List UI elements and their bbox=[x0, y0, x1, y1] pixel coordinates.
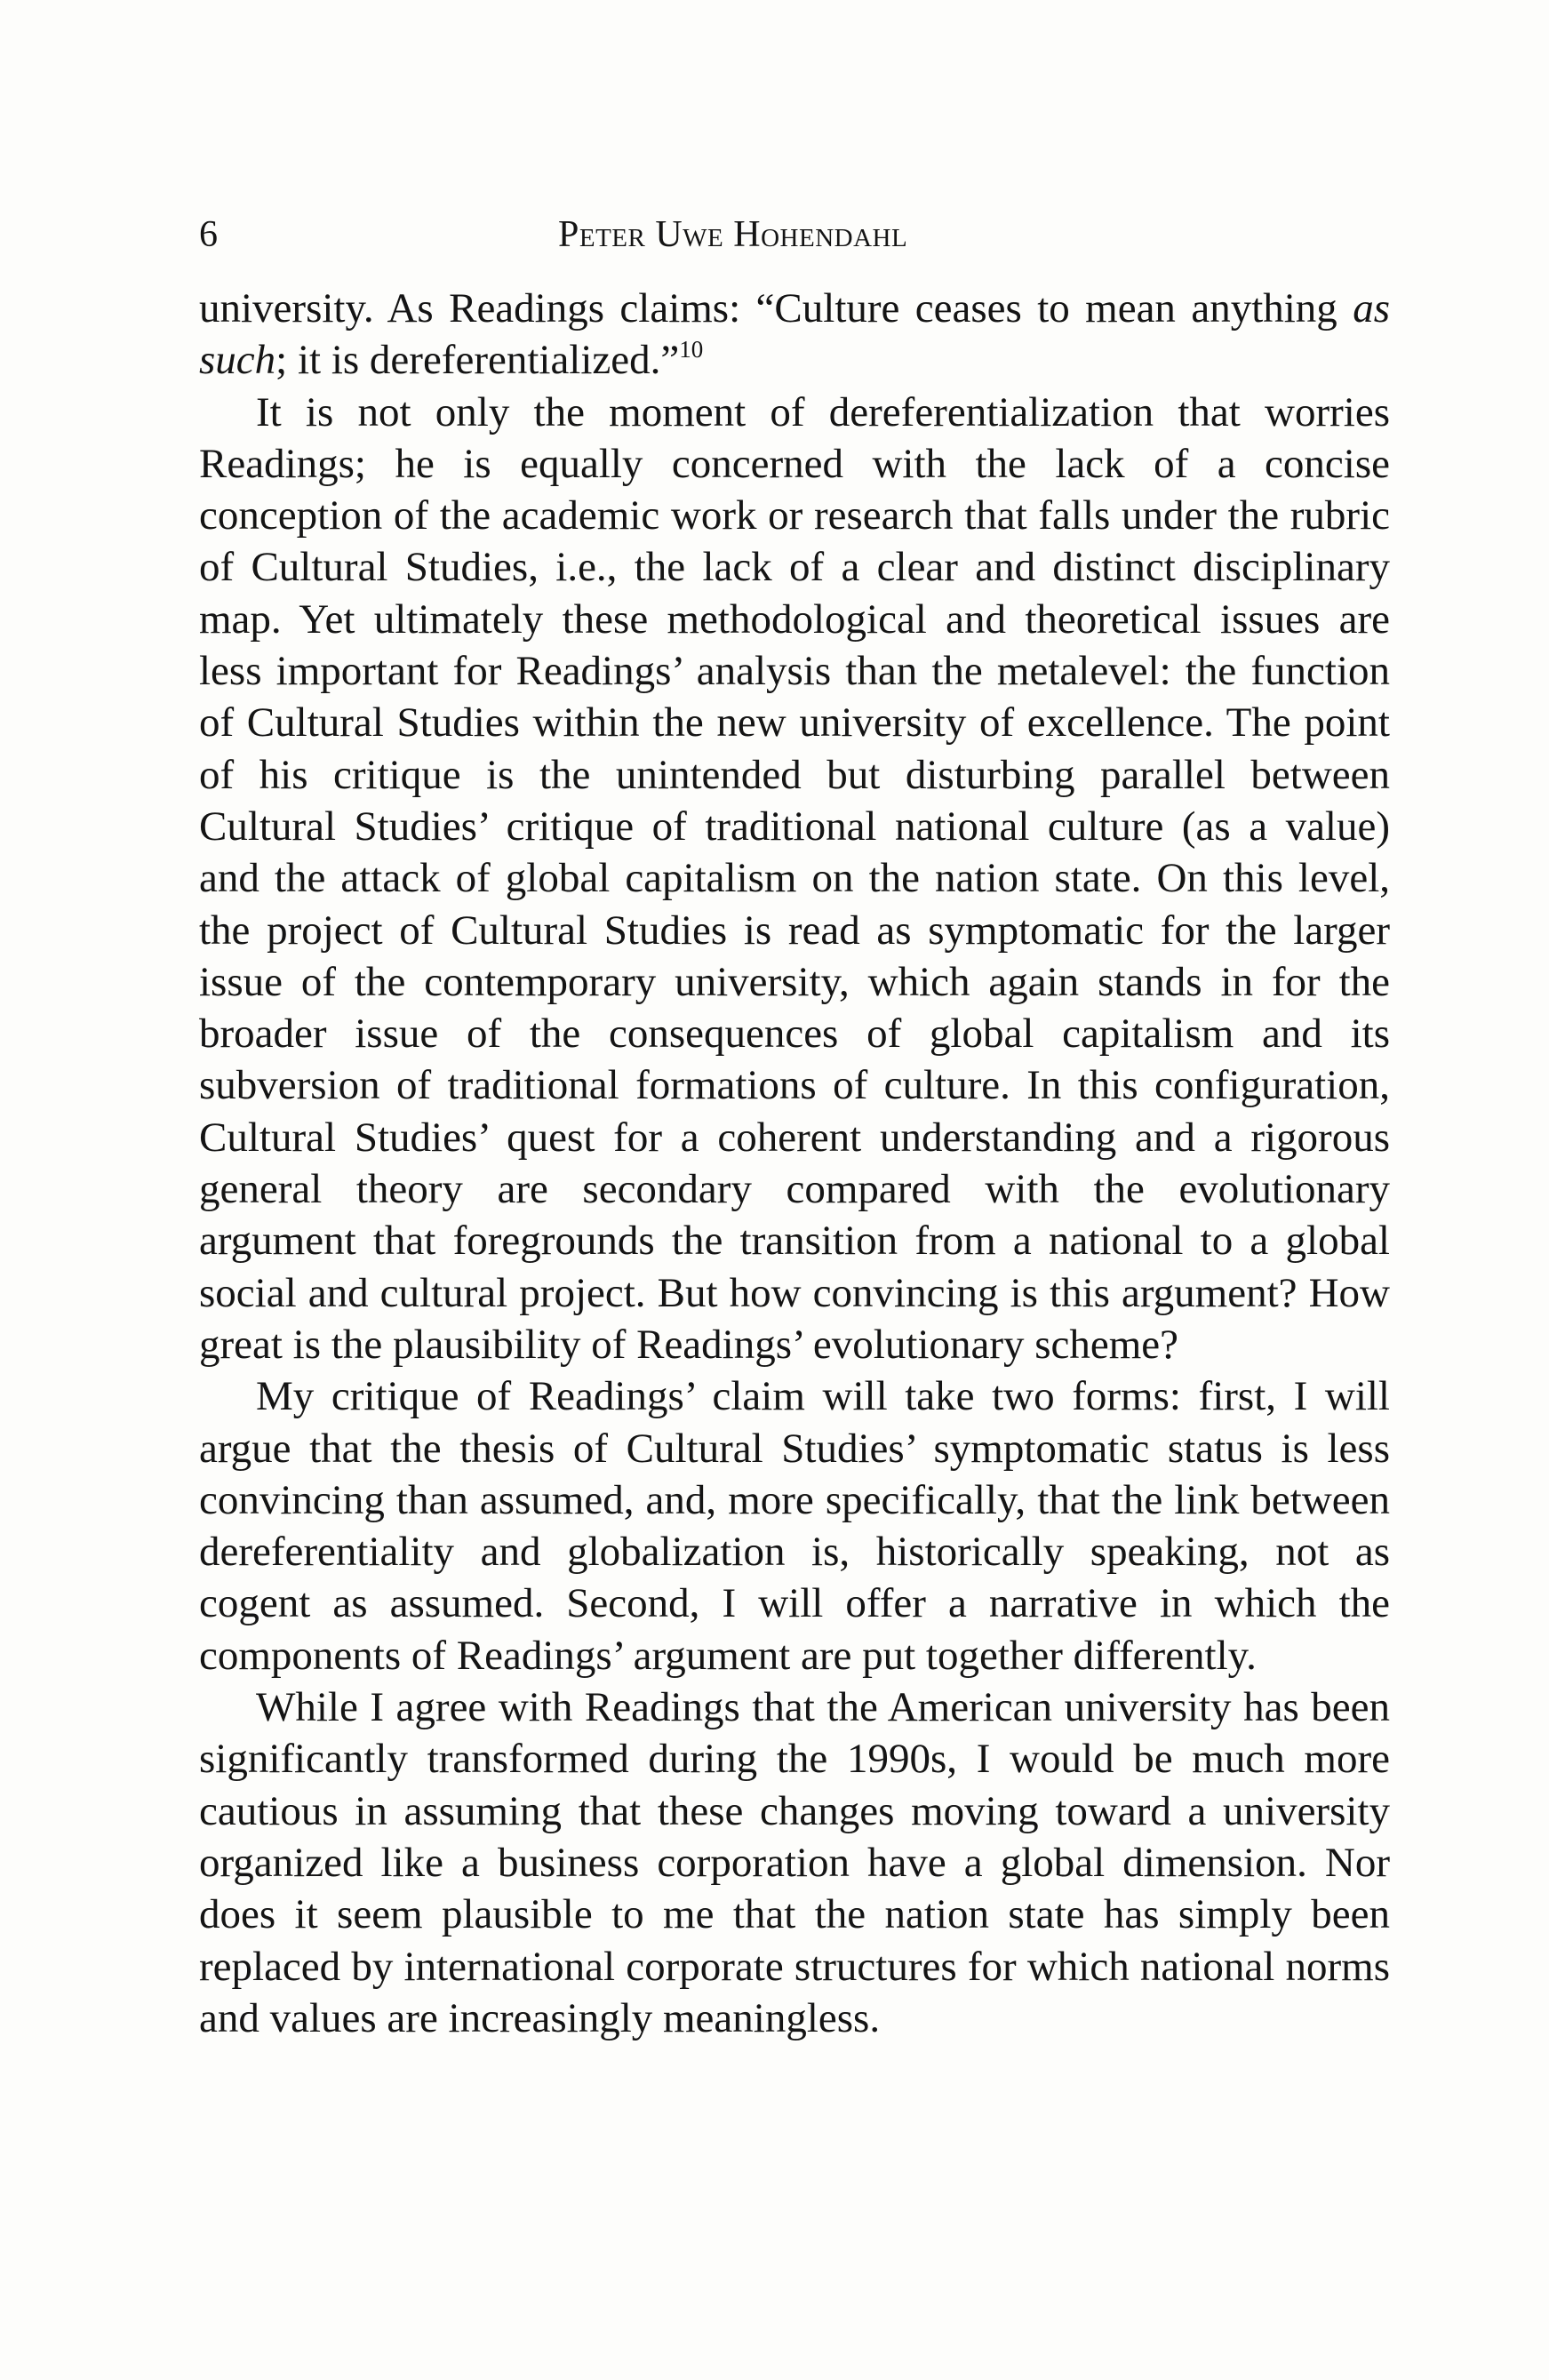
paragraph-1-text: university. As Readings claims: “Culture ceases to mean anything bbox=[199, 285, 1353, 331]
page-number: 6 bbox=[199, 214, 218, 255]
running-head bbox=[199, 206, 1390, 263]
paragraph-1-text-end: ; it is dereferentialized.” bbox=[275, 337, 680, 384]
footnote-reference: 10 bbox=[679, 336, 704, 363]
body-text bbox=[199, 283, 1390, 2044]
running-title: Peter Uwe Hohendahl bbox=[558, 214, 908, 255]
paragraph-3: My critique of Readings’ claim will take two forms: first, I will argue that the thesis of Cultural Studies’ symptomatic status is less convincing than assumed, and, more specifically, that the link between dereferentiality and globalization is, historically speaking, not as cogent as assumed. Second, I will offer a narrative in which the components of Readings’ argument are put together differently. bbox=[199, 1373, 1390, 1679]
book-page bbox=[199, 206, 1390, 2044]
paragraph-2: It is not only the moment of dereferentialization that worries Readings; he is equally concerned with the lack of a concise conception of the academic work or research that falls under the rubric of Cultural Studies, i.e., the lack of a clear and distinct disciplinary map. Yet ultimately these methodological and theoretical issues are less important for Readings’ analysis than the metalevel: the function of Cultural Studies within the new university of excellence. The point of his critique is the unintended but disturbing parallel between Cultural Studies’ critique of traditional national culture (as a value) and the attack of global capitalism on the nation state. On this level, the project of Cultural Studies is read as symptomatic for the larger issue of the contemporary university, which again stands in for the broader issue of the consequences of global capitalism and its subversion of traditional formations of culture. In this configuration, Cultural Studies’ quest for a coherent understanding and a rigorous general theory are secondary compared with the evolutionary argument that foregrounds the transition from a national to a global social and cultural project. But how convincing is this argument? How great is the plausibility of Readings’ evolutionary scheme? bbox=[199, 388, 1390, 1368]
paragraph-1 bbox=[199, 283, 1390, 387]
paragraph-4: While I agree with Readings that the American university has been significantly transformed during the 1990s, I would be much more cautious in assuming that these changes moving toward a university organized like a business corporation have a global dimension. Nor does it seem plausible to me that the nation state has simply been replaced by international corporate structures for which national norms and values are increasingly meaningless. bbox=[199, 1684, 1390, 2041]
italic-phrase: as such bbox=[199, 285, 1390, 384]
